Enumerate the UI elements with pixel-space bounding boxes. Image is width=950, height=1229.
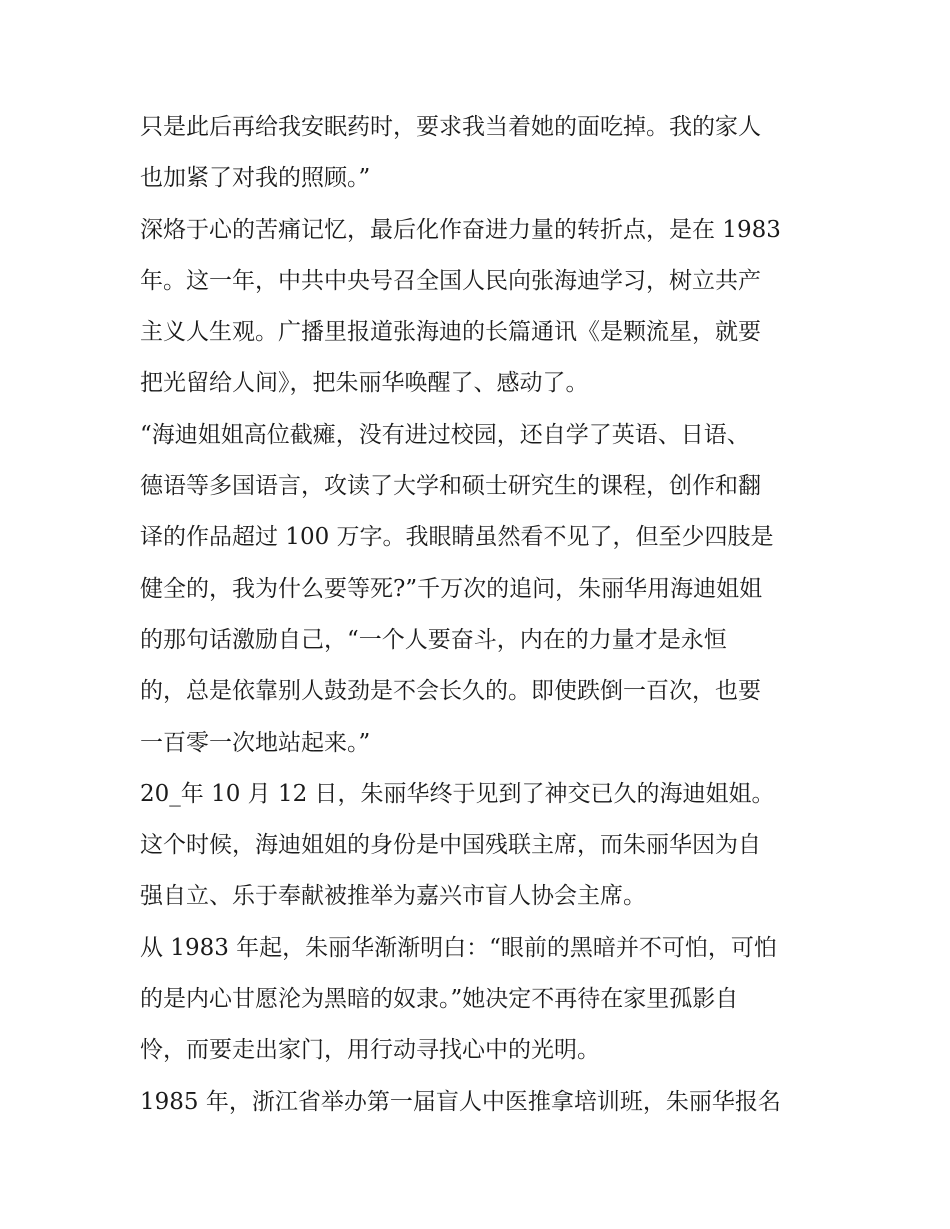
- text-line: 的，总是依靠别人鼓劲是不会长久的。即使跌倒一百次，也要: [140, 678, 761, 705]
- text-line: 德语等多国语言，攻读了大学和硕士研究生的课程，创作和翻: [140, 473, 761, 500]
- text-line: 一百零一次地站起来。”: [140, 729, 371, 756]
- text-line: 深烙于心的苦痛记忆，最后化作奋进力量的转折点，是在 1983: [140, 216, 781, 243]
- text-line: 把光留给人间》，把朱丽华唤醒了、感动了。: [140, 370, 589, 397]
- text-line: 怜，而要走出家门，用行动寻找心中的光明。: [140, 1037, 600, 1064]
- text-line: 强自立、乐于奉献被推举为嘉兴市盲人协会主席。: [140, 883, 646, 910]
- text-line: 从 1983 年起，朱丽华渐渐明白：“眼前的黑暗并不可怕，可怕: [140, 934, 777, 961]
- text-line: 这个时候，海迪姐姐的身份是中国残联主席，而朱丽华因为自: [140, 832, 761, 859]
- text-line: 的是内心甘愿沦为黑暗的奴隶。”她决定不再待在家里孤影自: [140, 986, 739, 1013]
- text-line: 主义人生观。广播里报道张海迪的长篇通讯《是颗流星，就要: [140, 319, 761, 346]
- text-line: 的那句话激励自己，“一个人要奋斗，内在的力量才是永恒: [140, 626, 727, 653]
- text-line: 也加紧了对我的照顾。”: [140, 165, 371, 192]
- text-line: 年。这一年，中共中央号召全国人民向张海迪学习，树立共产: [140, 267, 761, 294]
- text-line: 20_年 10 月 12 日，朱丽华终于见到了神交已久的海迪姐姐。: [140, 780, 775, 807]
- body-text: [140, 106, 820, 1132]
- text-line: 健全的，我为什么要等死?”千万次的追问，朱丽华用海迪姐姐: [140, 575, 763, 602]
- text-line: “海迪姐姐高位截瘫，没有进过校园，还自学了英语、日语、: [140, 421, 750, 448]
- text-line: 只是此后再给我安眠药时，要求我当着她的面吃掉。我的家人: [140, 114, 761, 140]
- text-line: 1985 年，浙江省举办第一届盲人中医推拿培训班，朱丽华报名: [140, 1088, 781, 1115]
- text-line: 译的作品超过 100 万字。我眼睛虽然看不见了，但至少四肢是: [140, 524, 774, 551]
